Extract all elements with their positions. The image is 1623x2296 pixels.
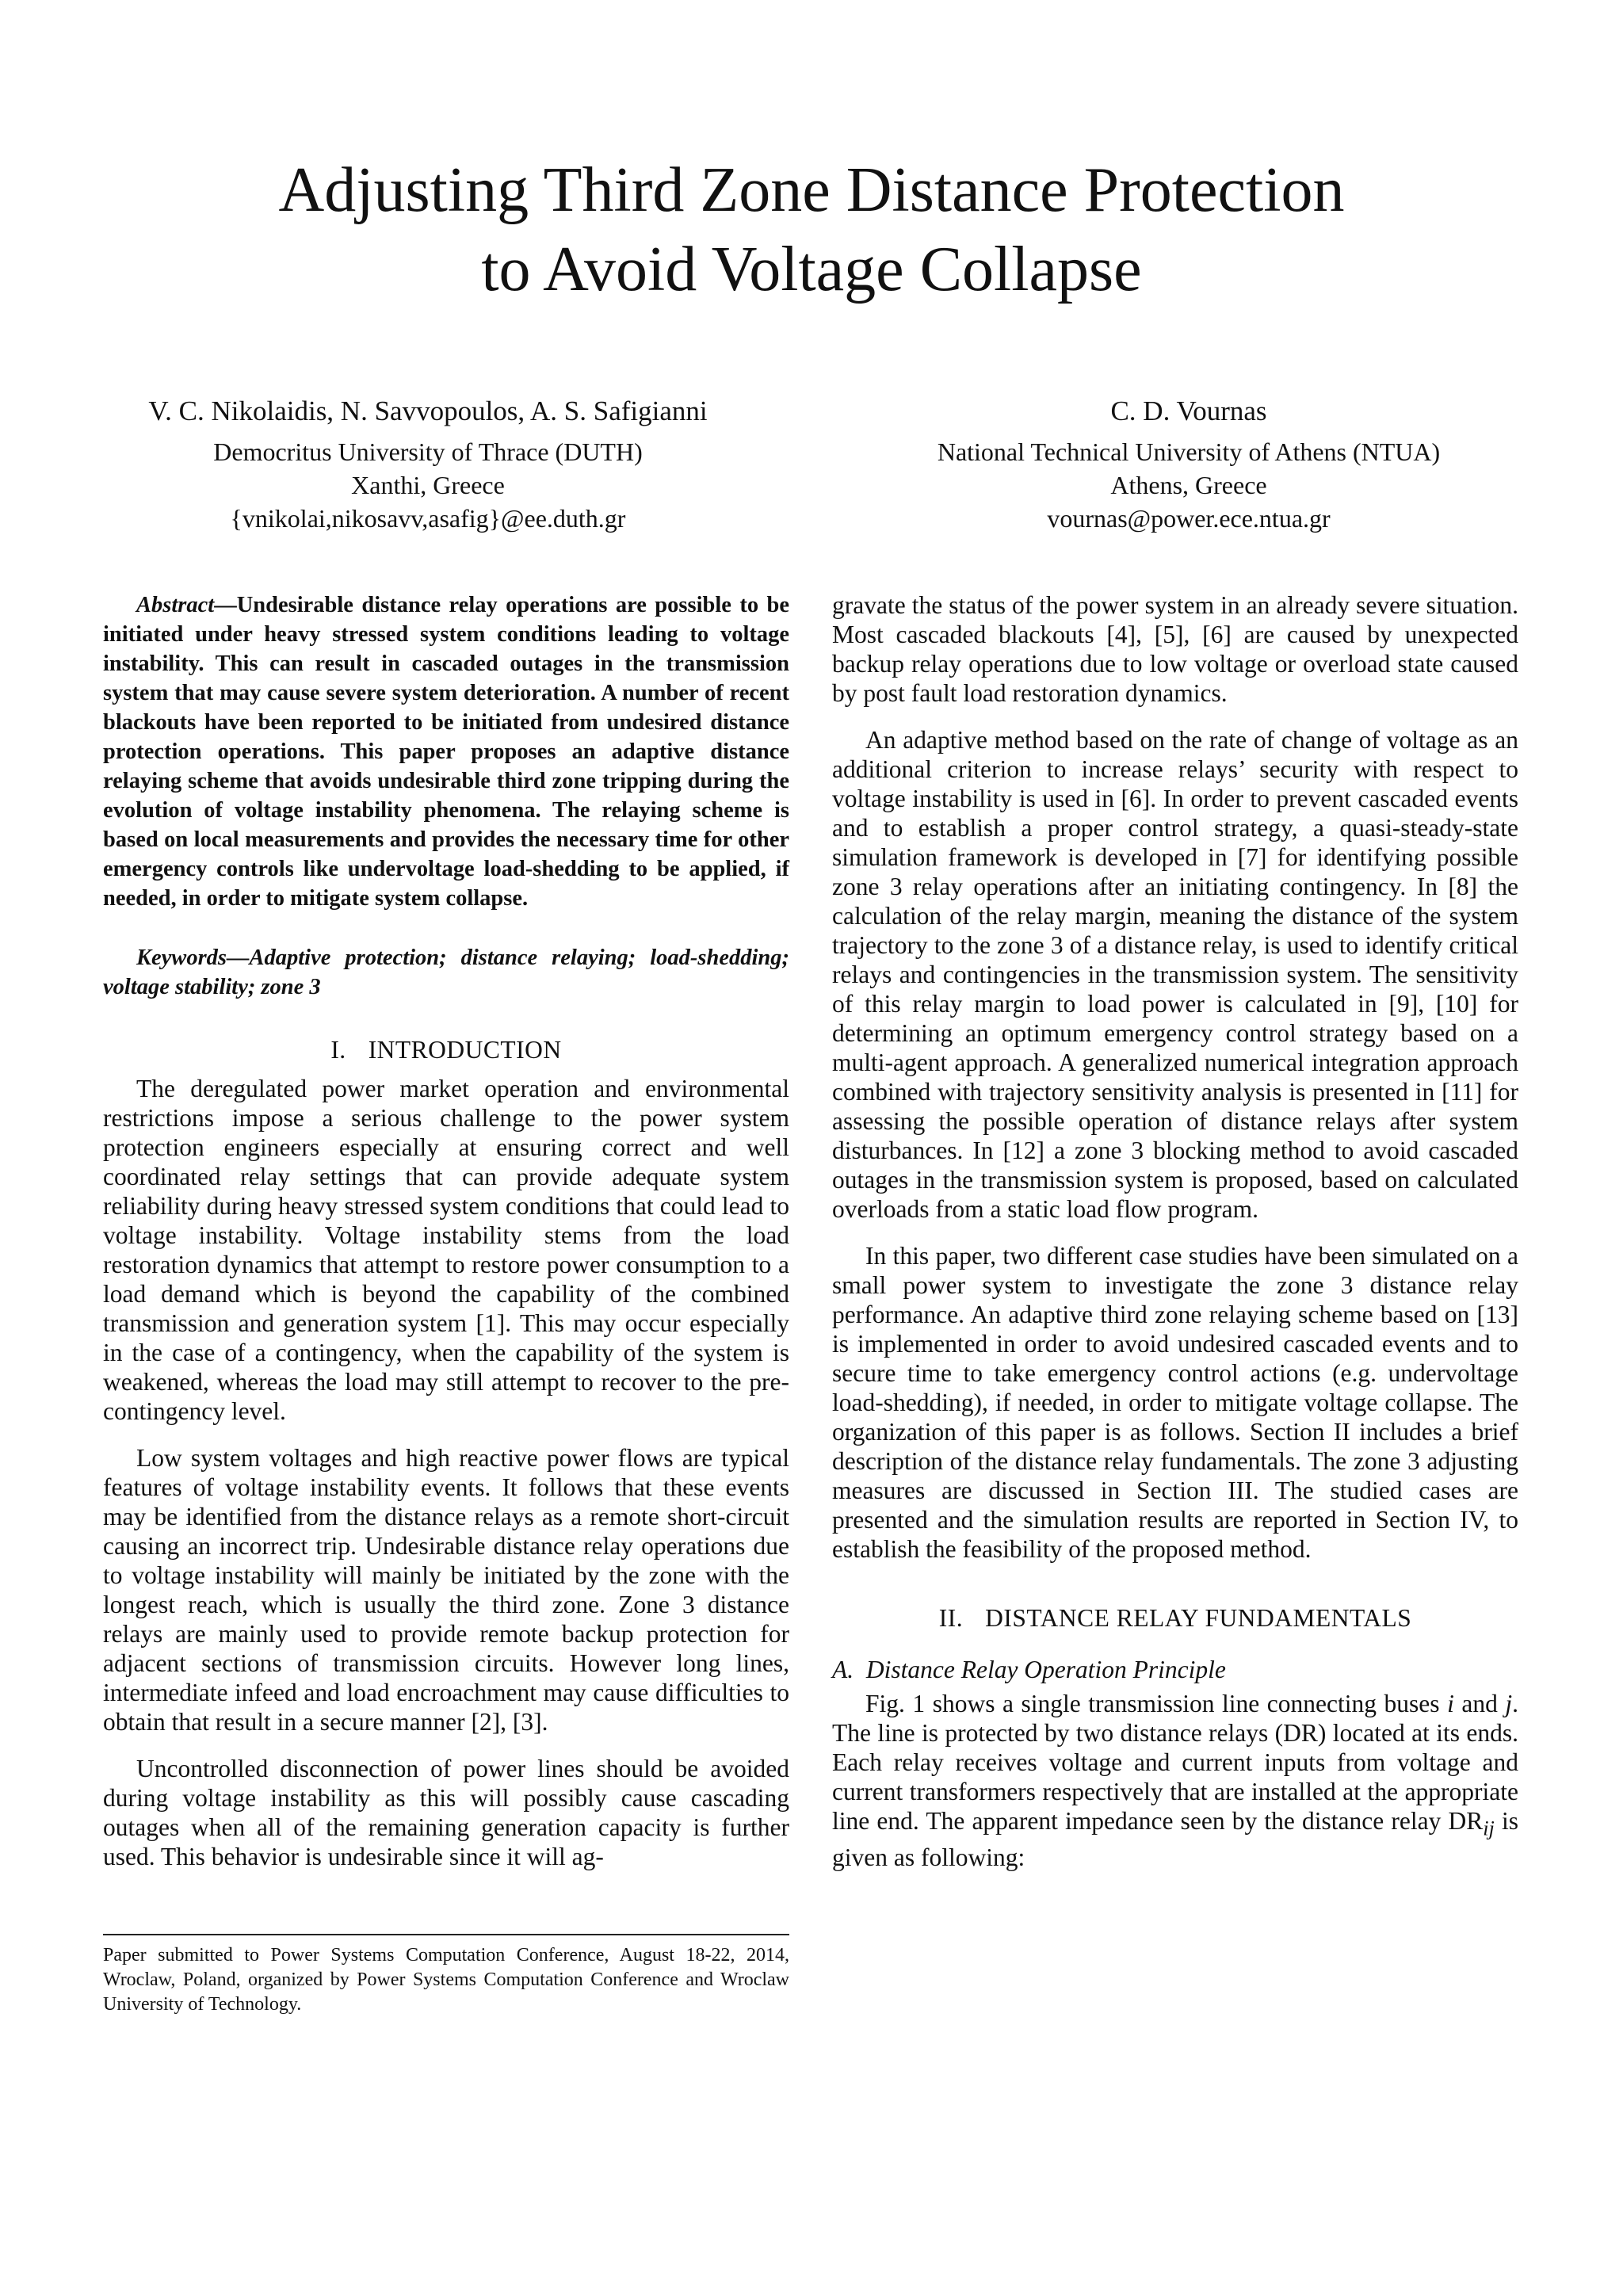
subscript-ij: ij <box>1483 1817 1495 1840</box>
variable-j: j <box>1505 1690 1513 1717</box>
paragraph: The deregulated power market operation and environmental restrictions impose a serious challenge to the power system protection engineers especially at ensuring correct and well coordinated relay settings that can provide adequate system reliability during heavy stressed system conditions that could lead to voltage instability. Voltage instability stems from the load restoration dynamics that attempt to restore power consumption to a load demand which is beyond the capability of the combined transmission and generation system [1]. This may occur especially in the case of a contingency, when the capability of the system is weakened, whereas the load may still attempt to recover to the pre-contingency level. <box>103 1075 789 1425</box>
author-email: vournas@power.ece.ntua.gr <box>1047 504 1331 533</box>
subsection-label: A. <box>832 1656 854 1683</box>
keywords: Keywords—Adaptive protection; distance relaying; load-shedding; voltage stability; zone 3 <box>103 946 789 999</box>
title-line-2: to Avoid Voltage Collapse <box>481 235 1142 304</box>
abstract: Abstract—Undesirable distance relay operations are possible to be initiated under heavy stressed system conditions leading to voltage instability. This can result in cascaded outages in the transmission system that may cause severe system deterioration. A number of recent blackouts have been reported to be initiated from undesired distance protection operations. This paper proposes an adaptive distance relaying scheme that avoids undesirable third zone tripping during the evolution of voltage instability phenomena. The relaying scheme is based on local measurements and provides the necessary time for other emergency controls like undervoltage load-shedding to be applied, if needed, in order to mitigate system collapse. <box>103 593 789 911</box>
paragraph <box>832 1689 1518 1872</box>
paragraph: In this paper, two different case studies have been simulated on a small power system to investigate the zone 3 distance relay performance. An adaptive third zone relaying scheme based on [13] is implemented in order to avoid undesired cascaded events and to secure time to take emergency control actions (e.g. undervoltage load-shedding), if needed, in order to mitigate voltage collapse. The organization of this paper is as follows. Section II includes a brief description of the distance relay fundamentals. The zone 3 adjusting measures are discussed in Section III. The studied cases are presented and the simulation results are reported in Section IV, to establish the feasibility of the proposed method. <box>832 1242 1518 1563</box>
subsection-title: Distance Relay Operation Principle <box>865 1656 1226 1683</box>
right-column <box>832 590 1518 1889</box>
paragraph-text: is given as following: <box>832 1807 1519 1872</box>
section-heading-introduction <box>103 1035 789 1064</box>
abstract-text: Undesirable distance relay operations are possible to be initiated under heavy stressed system conditions leading to voltage instability. This can result in cascaded outages in the transmission system that may cause severe system deterioration. A number of recent blackouts have been reported to be initiated from undesired distance protection operations. This paper proposes an adaptive distance relaying scheme that avoids undesirable third zone tripping during the evolution of voltage instability phenomena. The relaying scheme is based on local measurements and provides the necessary time for other emergency controls like undervoltage load-shedding to be applied, if needed, in order to mitigate system collapse. <box>103 593 789 911</box>
paragraph-continuation: gravate the status of the power system in an already severe situation. Most cascaded blackouts [4], [5], [6] are caused by unexpected backup relay operations due to low voltage or overload state caused by post fault load restoration dynamics. <box>832 591 1518 707</box>
author-institution: National Technical University of Athens (NTUA) <box>937 437 1441 466</box>
subsection-heading <box>832 1655 1518 1684</box>
left-column <box>103 590 789 1889</box>
abstract-label: Abstract <box>136 593 215 617</box>
footnote-divider <box>103 1934 789 1935</box>
paper-title <box>0 151 1623 309</box>
paragraph-text: Fig. 1 shows a single transmission line connecting buses <box>865 1690 1440 1717</box>
section-title: INTRODUCTION <box>368 1036 562 1064</box>
author-institution: Democritus University of Thrace (DUTH) <box>213 437 643 466</box>
footnote: Paper submitted to Power Systems Computation Conference, August 18-22, 2014, Wroclaw, Poland, organized by Power Systems Computation Conference and Wroclaw University of Technology. <box>103 1945 789 2015</box>
paragraph-text: and <box>1461 1690 1498 1717</box>
section-heading-distance-relay <box>832 1603 1518 1633</box>
author-names: C. D. Vournas <box>1110 395 1267 426</box>
keywords-text: Adaptive protection; distance relaying; load-shedding; voltage stability; zone 3 <box>103 946 789 999</box>
author-block-ntua <box>880 392 1498 535</box>
author-block-duth <box>119 392 737 535</box>
paragraph-text: . The line is protected by two distance relays (DR) located at its ends. Each relay receives voltage and current inputs from voltage and current transformers respectively that are installed at the appropriate line end. The apparent impedance seen by the distance relay DR <box>832 1690 1519 1835</box>
section-number: I. <box>330 1036 346 1064</box>
keywords-label: Keywords <box>136 946 227 970</box>
section-number: II. <box>938 1604 964 1632</box>
author-location: Xanthi, Greece <box>351 471 505 499</box>
paragraph: Low system voltages and high reactive power flows are typical features of voltage instability events. It follows that these events may be identified from the distance relays as a remote short-circuit causing an incorrect trip. Undesirable distance relay operations due to voltage instability will mainly be initiated by the zone with the longest reach, which is usually the third zone. Zone 3 distance relays are mainly used to provide remote backup protection for adjacent sections of transmission circuits. However long lines, intermediate infeed and load encroachment may cause difficulties to obtain that result in a secure manner [2], [3]. <box>103 1444 789 1736</box>
author-location: Athens, Greece <box>1110 471 1267 499</box>
title-line-1: Adjusting Third Zone Distance Protection <box>278 155 1345 225</box>
section-title: DISTANCE RELAY FUNDAMENTALS <box>985 1604 1412 1632</box>
author-names: V. C. Nikolaidis, N. Savvopoulos, A. S. Safigianni <box>148 395 708 426</box>
author-email: {vnikolai,nikosavv,asafig}@ee.duth.gr <box>230 504 626 533</box>
variable-i: i <box>1447 1690 1454 1717</box>
paragraph: Uncontrolled disconnection of power lines should be avoided during voltage instability as this will possibly cause cascading outages when all of the remaining generation capacity is further used. This behavior is undesirable since it will ag- <box>103 1755 789 1870</box>
paragraph: An adaptive method based on the rate of change of voltage as an additional criterion to increase relays’ security with respect to voltage instability is used in [6]. In order to prevent cascaded events and to establish a proper control strategy, a quasi-steady-state simulation framework is developed in [7] for identifying possible zone 3 relay operations after an initiating contingency. In [8] the calculation of the relay margin, meaning the distance of the system trajectory to the zone 3 of a distance relay, is used to identify critical relays and contingencies in the transmission system. The sensitivity of this relay margin to load power is calculated in [9], [10] for determining an optimum emergency control strategy based on a multi-agent approach. A generalized numerical integration approach combined with trajectory sensitivity analysis is presented in [11] for assessing the possible operation of distance relays after system disturbances. In [12] a zone 3 blocking method to avoid cascaded outages in the transmission system is proposed, based on calculated overloads from a static load flow program. <box>832 726 1518 1223</box>
